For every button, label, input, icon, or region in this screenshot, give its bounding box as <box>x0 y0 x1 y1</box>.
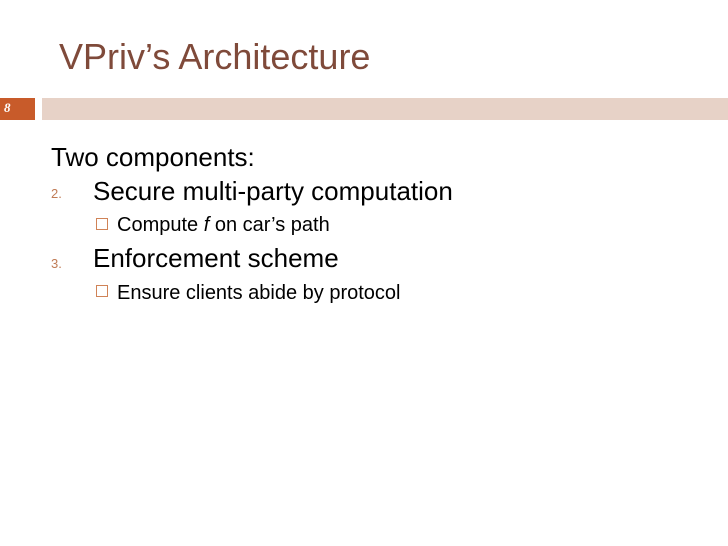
square-bullet-icon <box>96 218 108 230</box>
sub-item-text: Ensure clients abide by protocol <box>117 282 401 304</box>
slide-title: VPriv’s Architecture <box>59 36 371 77</box>
list-item-number: 3. <box>51 256 62 271</box>
intro-text: Two components: <box>51 142 255 172</box>
list-item-text: Secure multi-party computation <box>93 176 453 206</box>
square-bullet-icon <box>96 285 108 297</box>
math-variable: f <box>203 214 210 236</box>
slide-number: 8 <box>4 100 11 115</box>
sub-item-text: Compute f on car’s path <box>117 214 330 236</box>
list-item-text: Enforcement scheme <box>93 243 339 273</box>
list-item-number: 2. <box>51 186 62 201</box>
